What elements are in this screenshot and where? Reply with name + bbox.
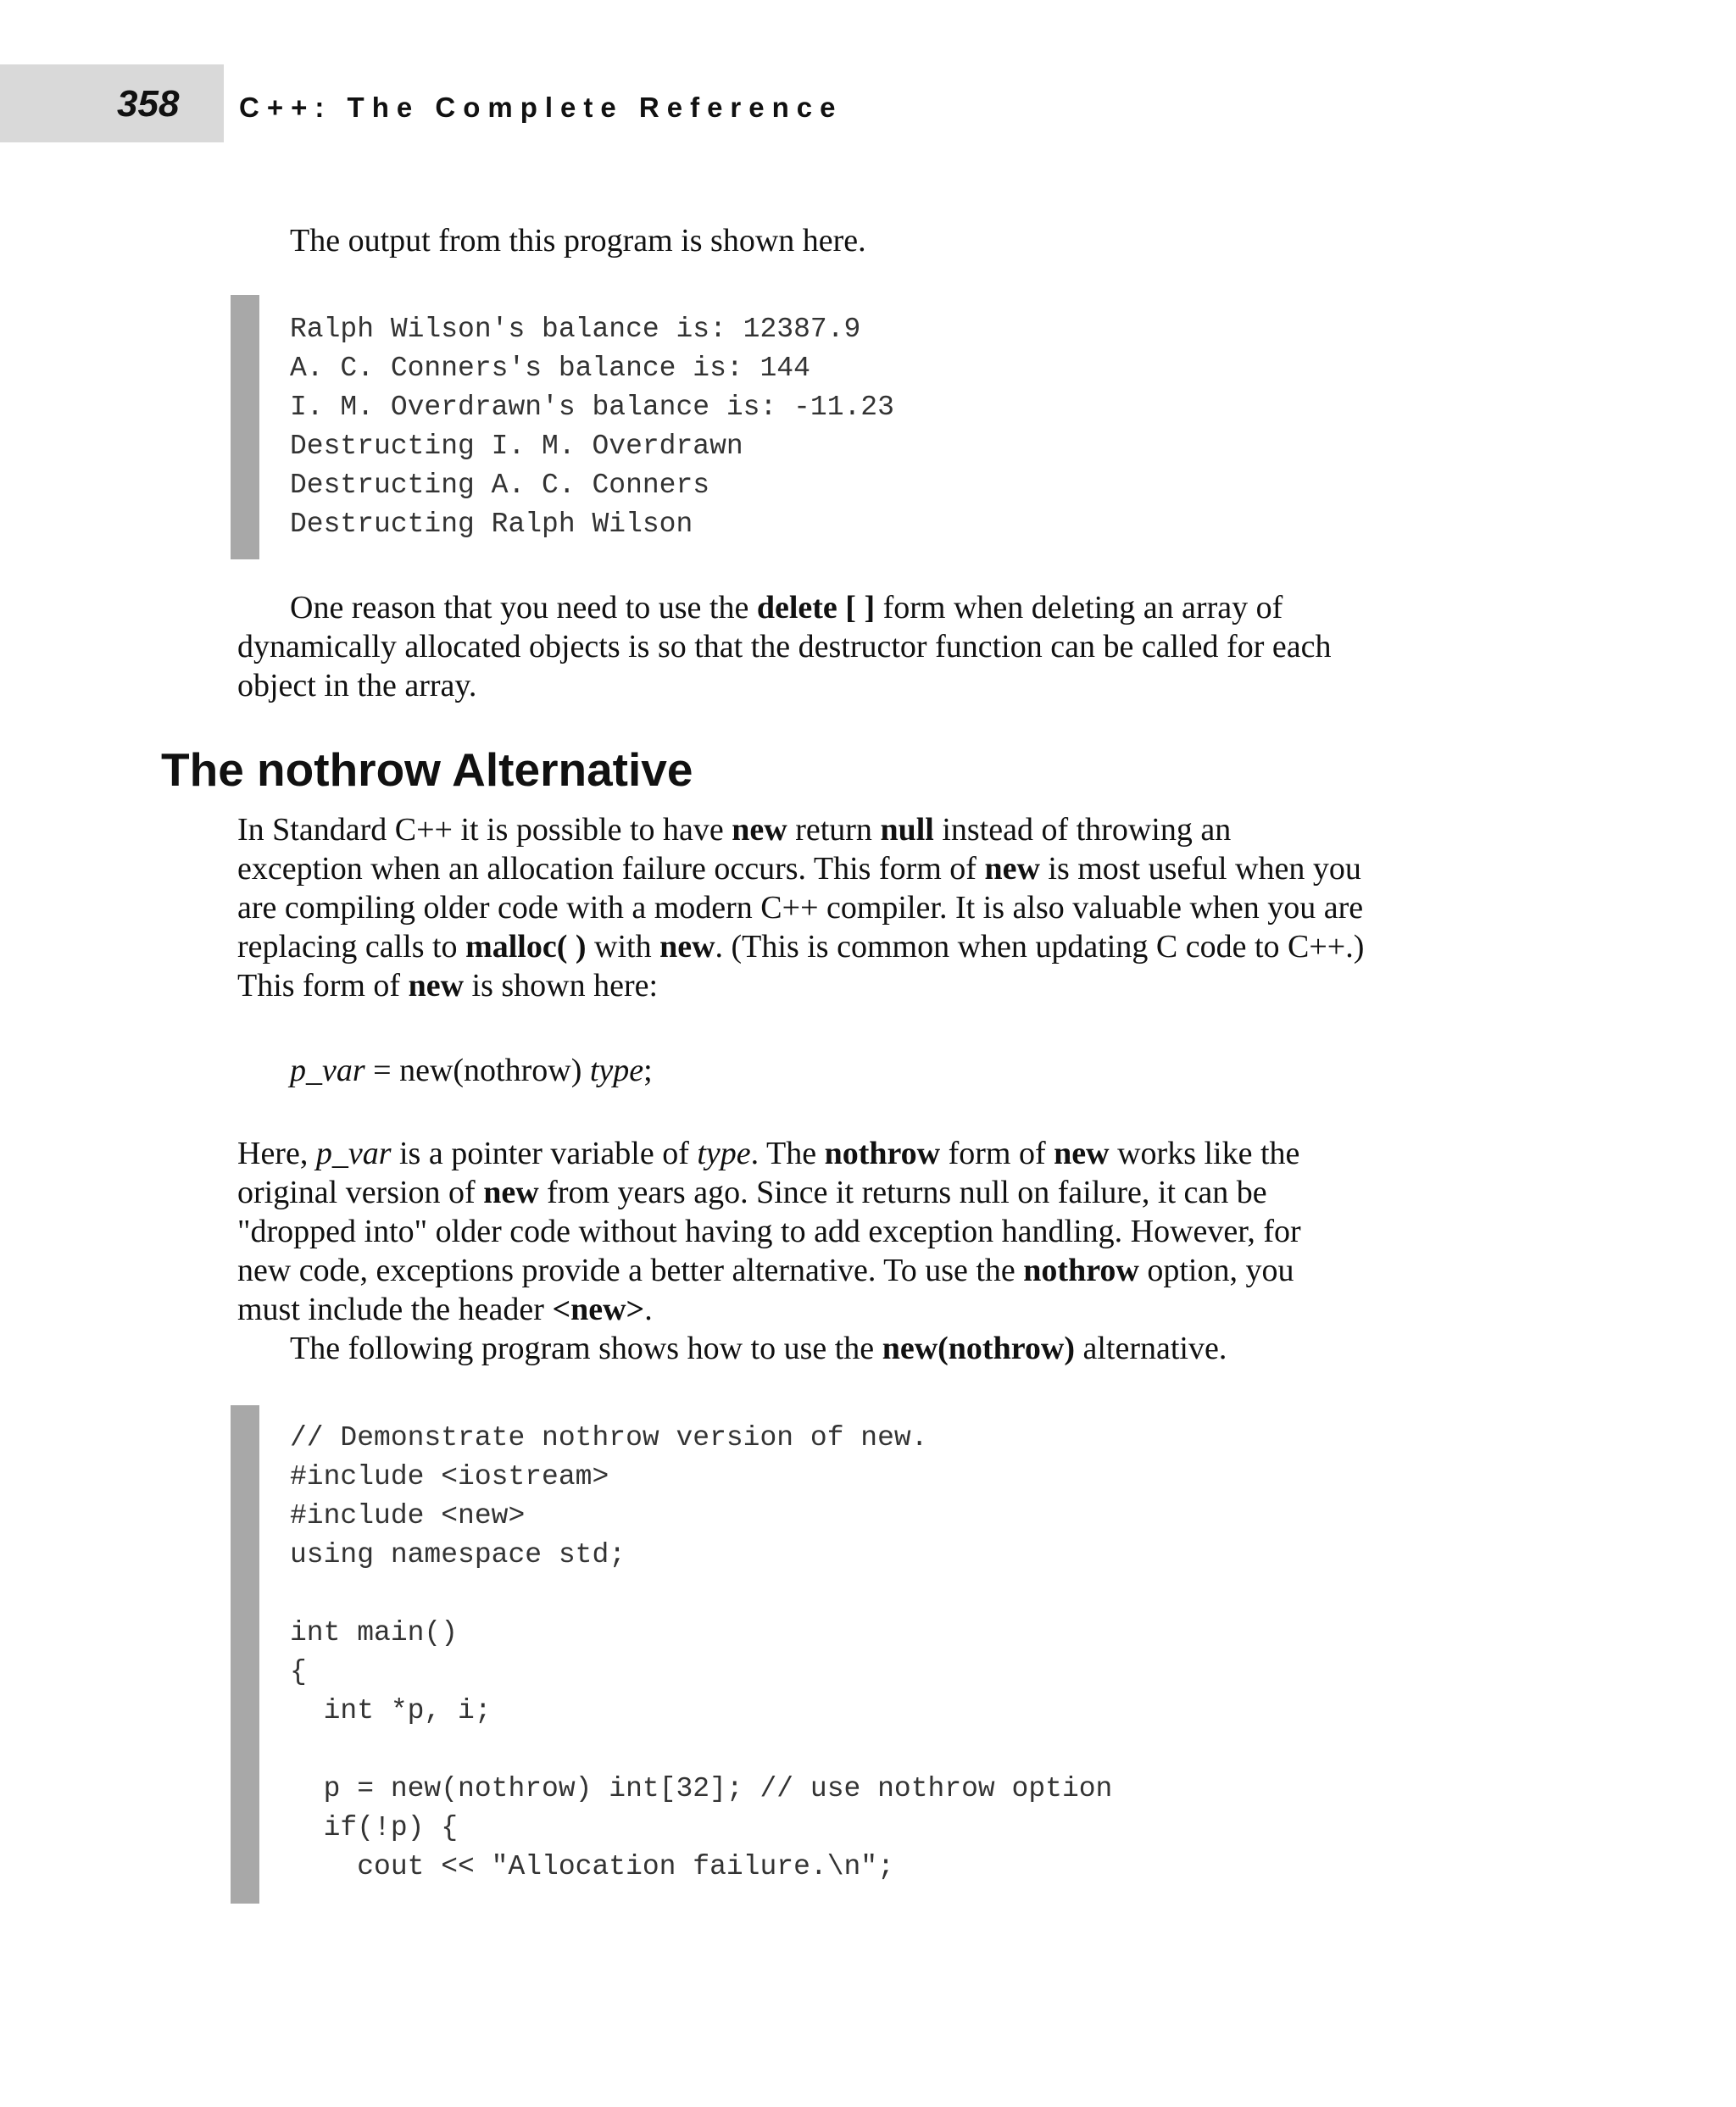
paragraph-line: Here, p_var is a pointer variable of type. The nothrow form of new works like the [237, 1136, 1300, 1171]
paragraph-line: new code, exceptions provide a better alternative. To use the nothrow option, you [237, 1253, 1294, 1288]
paragraph-line: exception when an allocation failure occurs. This form of new is most useful when you [237, 851, 1361, 887]
paragraph-line: This form of new is shown here: [237, 968, 659, 1003]
paragraph-line: replacing calls to malloc( ) with new. (This is common when updating C code to C++.) [237, 929, 1365, 965]
paragraph-line: One reason that you need to use the delete [ ] form when deleting an array of [290, 590, 1283, 625]
code-line: #include <new> [290, 1500, 526, 1532]
paragraph-line: object in the array. [237, 668, 477, 703]
output-line: Destructing A. C. Conners [290, 470, 710, 501]
code-line: int main() [290, 1617, 459, 1648]
code-line: #include <iostream> [290, 1461, 609, 1493]
paragraph-line: "dropped into" older code without having to add exception handling. However, for [237, 1214, 1301, 1249]
paragraph-following: The following program shows how to use the new(nothrow) alternative. [290, 1331, 1227, 1366]
paragraph-line: are compiling older code with a modern C++ compiler. It is also valuable when you are [237, 890, 1364, 926]
output-block-bar [231, 295, 259, 559]
output-line: I. M. Overdrawn's balance is: -11.23 [290, 392, 894, 423]
output-line: Ralph Wilson's balance is: 12387.9 [290, 314, 861, 345]
page-number: 358 [117, 83, 180, 125]
syntax-line: p_var = new(nothrow) type; [290, 1053, 653, 1088]
output-line: Destructing Ralph Wilson [290, 509, 693, 540]
code-line: if(!p) { [290, 1812, 459, 1843]
paragraph-line: must include the header <new>. [237, 1292, 653, 1327]
running-head: C++: The Complete Reference [239, 92, 843, 123]
section-heading: The nothrow Alternative [161, 743, 693, 796]
page-number-tab [0, 64, 224, 142]
code-line: cout << "Allocation failure.\n"; [290, 1851, 894, 1882]
output-line: A. C. Conners's balance is: 144 [290, 353, 810, 384]
code-line: // Demonstrate nothrow version of new. [290, 1422, 928, 1454]
code-line: p = new(nothrow) int[32]; // use nothrow option [290, 1773, 1113, 1804]
paragraph-line: In Standard C++ it is possible to have new return null instead of throwing an [237, 812, 1232, 848]
paragraph-line: dynamically allocated objects is so that the destructor function can be called for each [237, 629, 1332, 664]
code-block-bar [231, 1405, 259, 1904]
code-line: int *p, i; [290, 1695, 492, 1726]
paragraph-line: original version of new from years ago. Since it returns null on failure, it can be [237, 1175, 1267, 1210]
output-line: Destructing I. M. Overdrawn [290, 431, 743, 462]
intro-line: The output from this program is shown here. [290, 223, 866, 259]
code-line: { [290, 1656, 307, 1687]
code-line: using namespace std; [290, 1539, 626, 1571]
